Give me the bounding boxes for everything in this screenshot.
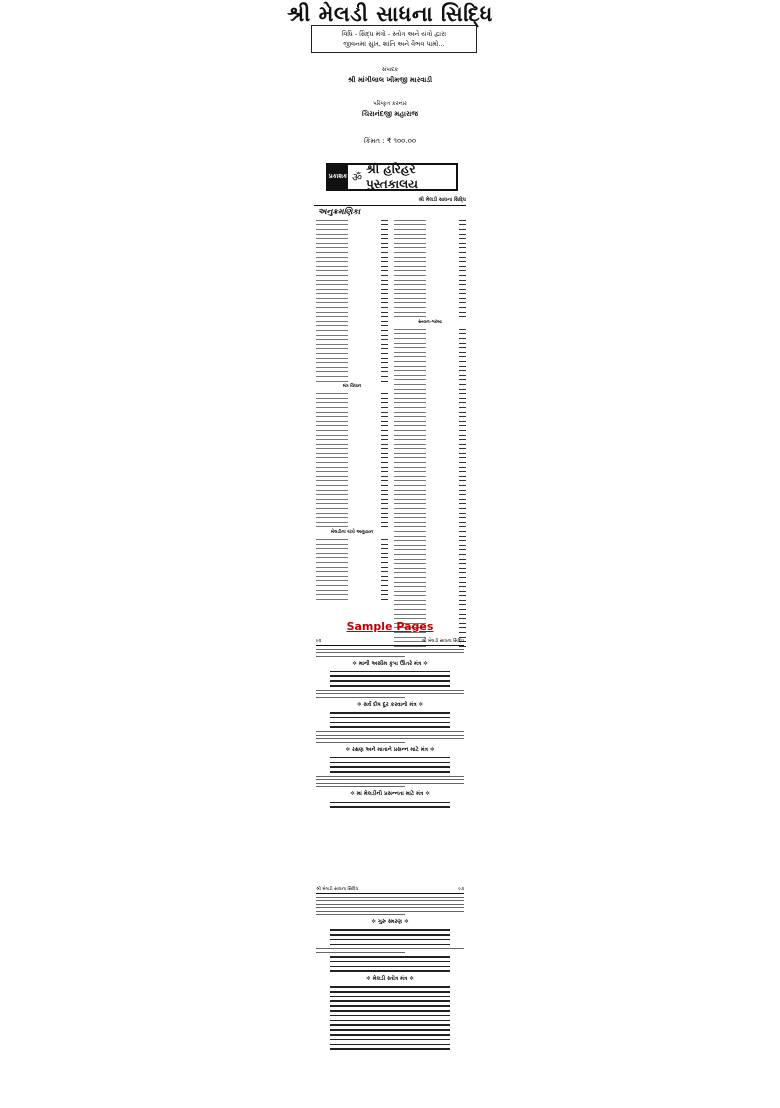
verse-line	[330, 1020, 450, 1022]
page-header	[316, 638, 464, 646]
verse-line	[330, 680, 450, 682]
section-title: ✲ મેલડી સ્તોત્ર મંત્ર ✲	[366, 975, 414, 982]
paragraph-line	[316, 786, 405, 787]
verse-line	[330, 722, 450, 724]
page-header	[316, 886, 464, 894]
verse-line	[330, 970, 450, 972]
page-running-head: શ્રી મેલડી સાધના સિદ્ધિ	[316, 887, 359, 892]
paragraph-line	[316, 914, 405, 915]
page-body	[316, 897, 464, 1050]
paragraph-line	[316, 948, 464, 949]
toc-column-left	[316, 218, 388, 602]
page-number: ૯૩	[458, 887, 464, 892]
verse-line	[330, 956, 450, 958]
tagline-line-1: વિધિ - સિદ્ધ મંત્રો - સ્તોત્ર અને યંત્રો દ્વારા	[341, 30, 447, 38]
paragraph-line	[316, 911, 464, 912]
page-running-head: શ્રી મેલડી સાધના સિદ્ધિ	[421, 639, 464, 644]
verse-line	[330, 806, 450, 808]
verse-line	[330, 1000, 450, 1002]
verse-line	[330, 757, 450, 759]
verse-line	[330, 726, 450, 728]
toc-section-heading: મંત્ર વિધાન	[342, 384, 362, 390]
tagline-line-2: જીવનમાં સુખ, શાંતિ અને વૈભવ પામો...	[343, 40, 445, 48]
paragraph-line	[316, 690, 464, 691]
page-body	[316, 649, 464, 809]
verse-line	[330, 961, 450, 963]
editor-label: પરિષ્કૃત કરનાર	[373, 101, 407, 107]
verse-line	[330, 771, 450, 773]
verse-line	[330, 944, 450, 946]
verse-line	[330, 1044, 450, 1046]
publisher-tag: પ્રકાશક	[328, 165, 348, 189]
editor-name: ચિરાનંદજી મહારાજ	[362, 110, 418, 118]
verse-line	[330, 1048, 450, 1050]
verse-line	[330, 1015, 450, 1017]
paragraph-line	[316, 779, 464, 780]
verse-line	[330, 766, 450, 768]
paragraph-line	[316, 783, 464, 784]
compiler-label: સંપાદક	[381, 67, 399, 73]
toc-running-head: શ્રી મેલડી સાધના સિદ્ધિ	[314, 197, 466, 206]
sample-page-1	[316, 638, 464, 811]
sample-pages-heading: Sample Pages	[346, 620, 434, 633]
verse-line	[330, 685, 450, 687]
toc-section-heading: મેલડીના યંત્રો અનુષ્ઠાન	[330, 530, 374, 536]
om-icon: ॐ	[351, 170, 363, 184]
paragraph-line	[316, 652, 464, 653]
publisher-name: શ્રી હરિહર પુસ્તકાલય	[366, 162, 418, 191]
section-title: ✲ મા મેલડીની પ્રસન્નતા માટે મંત્ર ✲	[350, 791, 430, 798]
verse-line	[330, 934, 450, 936]
toc-column-right	[394, 218, 466, 649]
verse-line	[330, 1034, 450, 1036]
paragraph-line	[316, 735, 464, 736]
book-title: શ્રી મેલડી સાધના સિદ્ધિ	[287, 2, 493, 26]
verse-line	[330, 1010, 450, 1012]
paragraph-line	[316, 693, 464, 694]
section-title: ✲ ગુરુ સ્મરણ ✲	[371, 919, 409, 925]
verse-line	[330, 712, 450, 714]
verse-line	[330, 1029, 450, 1031]
paragraph-line	[316, 738, 464, 739]
verse-line	[330, 966, 450, 968]
tagline-box	[311, 25, 477, 53]
toc-title: અનુક્રમણિકા	[318, 207, 361, 216]
compiler-name: શ્રી માંગીલાલ ખીમજી મારવાડી	[347, 76, 433, 84]
section-title: ✲ રક્ષણ અને માતાને પ્રસન્ન માટે મંત્ર ✲	[345, 746, 435, 753]
verse-line	[330, 762, 450, 764]
paragraph-line	[316, 952, 405, 953]
toc-section-heading: સ્તવન-ગરબા	[418, 320, 442, 326]
sample-page-2	[316, 886, 464, 1053]
paragraph-line	[316, 742, 405, 743]
verse-line	[330, 717, 450, 719]
verse-line	[330, 1039, 450, 1041]
verse-line	[330, 986, 450, 988]
verse-line	[330, 996, 450, 998]
paragraph-line	[316, 731, 464, 732]
toc-entry	[316, 597, 388, 602]
paragraph-line	[316, 907, 464, 908]
paragraph-line	[316, 776, 464, 777]
verse-line	[330, 671, 450, 673]
paragraph-line	[316, 649, 464, 650]
verse-line	[330, 802, 450, 804]
page-number: ૯૨	[316, 639, 322, 644]
paragraph-line	[316, 656, 405, 657]
section-title: ✲ માની અસીમ કૃપા ઊતરે મંત્ર ✲	[352, 660, 428, 667]
price: કિંમત : ₹ ૧૦૦.૦૦	[363, 137, 417, 145]
publisher-banner	[326, 163, 458, 191]
verse-line	[330, 991, 450, 993]
verse-line	[330, 1005, 450, 1007]
paragraph-line	[316, 897, 464, 898]
paragraph-line	[316, 697, 405, 698]
verse-line	[330, 1024, 450, 1026]
paragraph-line	[316, 900, 464, 901]
section-title: ✲ સર્વ દોષ દૂર કરવાનો મંત્ર ✲	[356, 701, 424, 708]
verse-line	[330, 675, 450, 677]
paragraph-line	[316, 904, 464, 905]
verse-line	[330, 939, 450, 941]
verse-line	[330, 929, 450, 931]
